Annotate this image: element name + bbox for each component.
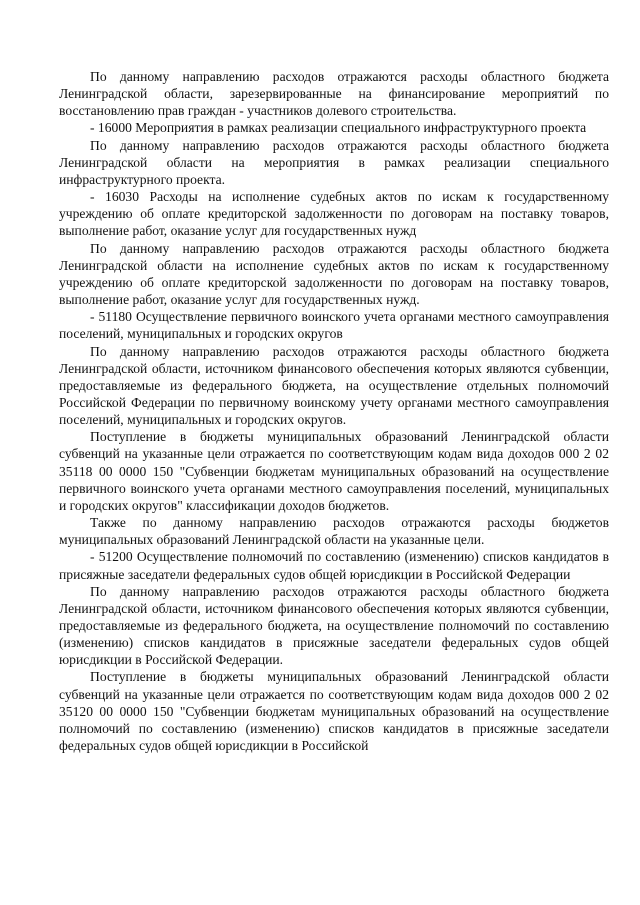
paragraph-51200-revenue: Поступление в бюджеты муниципальных образований Ленинградской области субвенций на указанные цели отражается по соответствующим кодам вида доходов 000 2 02 35120 00 0000 150 "Субвенции бюджетам муниципальных образований на осуществление полномочий по составлению (изменению) списков кандидатов в присяжные заседатели федеральных судов общей юрисдикции в Российской: [59, 669, 609, 754]
document-page: [59, 68, 609, 754]
paragraph-16000-description: По данному направлению расходов отражаются расходы областного бюджета Ленинградской области на мероприятия в рамках реализации специального инфраструктурного проекта.: [59, 137, 609, 187]
paragraph-51180-revenue: Поступление в бюджеты муниципальных образований Ленинградской области субвенций на указанные цели отражается по соответствующим кодам вида доходов 000 2 02 35118 00 0000 150 "Субвенции бюджетам муниципальных образований на осуществление первичного воинского учета органами местного самоуправления поселений, муниципальных и городских округов" классификации доходов бюджетов.: [59, 429, 609, 513]
paragraph-51200-description: По данному направлению расходов отражаются расходы областного бюджета Ленинградской области, источником финансового обеспечения которых являются субвенции, предоставляемые из федерального бюджета, на осуществление полномочий по составлению (изменению) списков кандидатов в присяжные заседатели федеральных судов общей юрисдикции в Российской Федерации.: [59, 583, 609, 668]
paragraph-51180-municipal: Также по данному направлению расходов отражаются расходы бюджетов муниципальных образований Ленинградской области на указанные цели.: [59, 515, 609, 548]
paragraph-16030-description: По данному направлению расходов отражаются расходы областного бюджета Ленинградской области на исполнение судебных актов по искам к государственному учреждению об оплате кредиторской задолженности по договорам на поставку товаров, выполнение работ, оказание услуг для государственных нужд.: [59, 240, 609, 308]
item-51180-heading: - 51180 Осуществление первичного воинского учета органами местного самоуправления поселений, муниципальных и городских округов: [59, 309, 609, 342]
item-16000-heading: - 16000 Мероприятия в рамках реализации специального инфраструктурного проекта: [90, 120, 587, 136]
item-51200-heading: - 51200 Осуществление полномочий по составлению (изменению) списков кандидатов в присяжные заседатели федеральных судов общей юрисдикции в Российской Федерации: [59, 549, 609, 582]
paragraph-51180-description: По данному направлению расходов отражаются расходы областного бюджета Ленинградской области, источником финансового обеспечения которых являются субвенции, предоставляемые из федерального бюджета, на осуществление отдельных полномочий Российской Федерации по первичному воинскому учету органами местного самоуправления поселений, муниципальных и городских округов.: [59, 343, 609, 428]
item-16030-heading: - 16030 Расходы на исполнение судебных актов по искам к государственному учреждению об оплате кредиторской задолженности по договорам на поставку товаров, выполнение работ, оказание услуг для государственных нужд: [59, 189, 609, 239]
paragraph-reserve-expenses: По данному направлению расходов отражаются расходы областного бюджета Ленинградской области, зарезервированные на финансирование мероприятий по восстановлению прав граждан - участников долевого строительства.: [59, 69, 609, 119]
